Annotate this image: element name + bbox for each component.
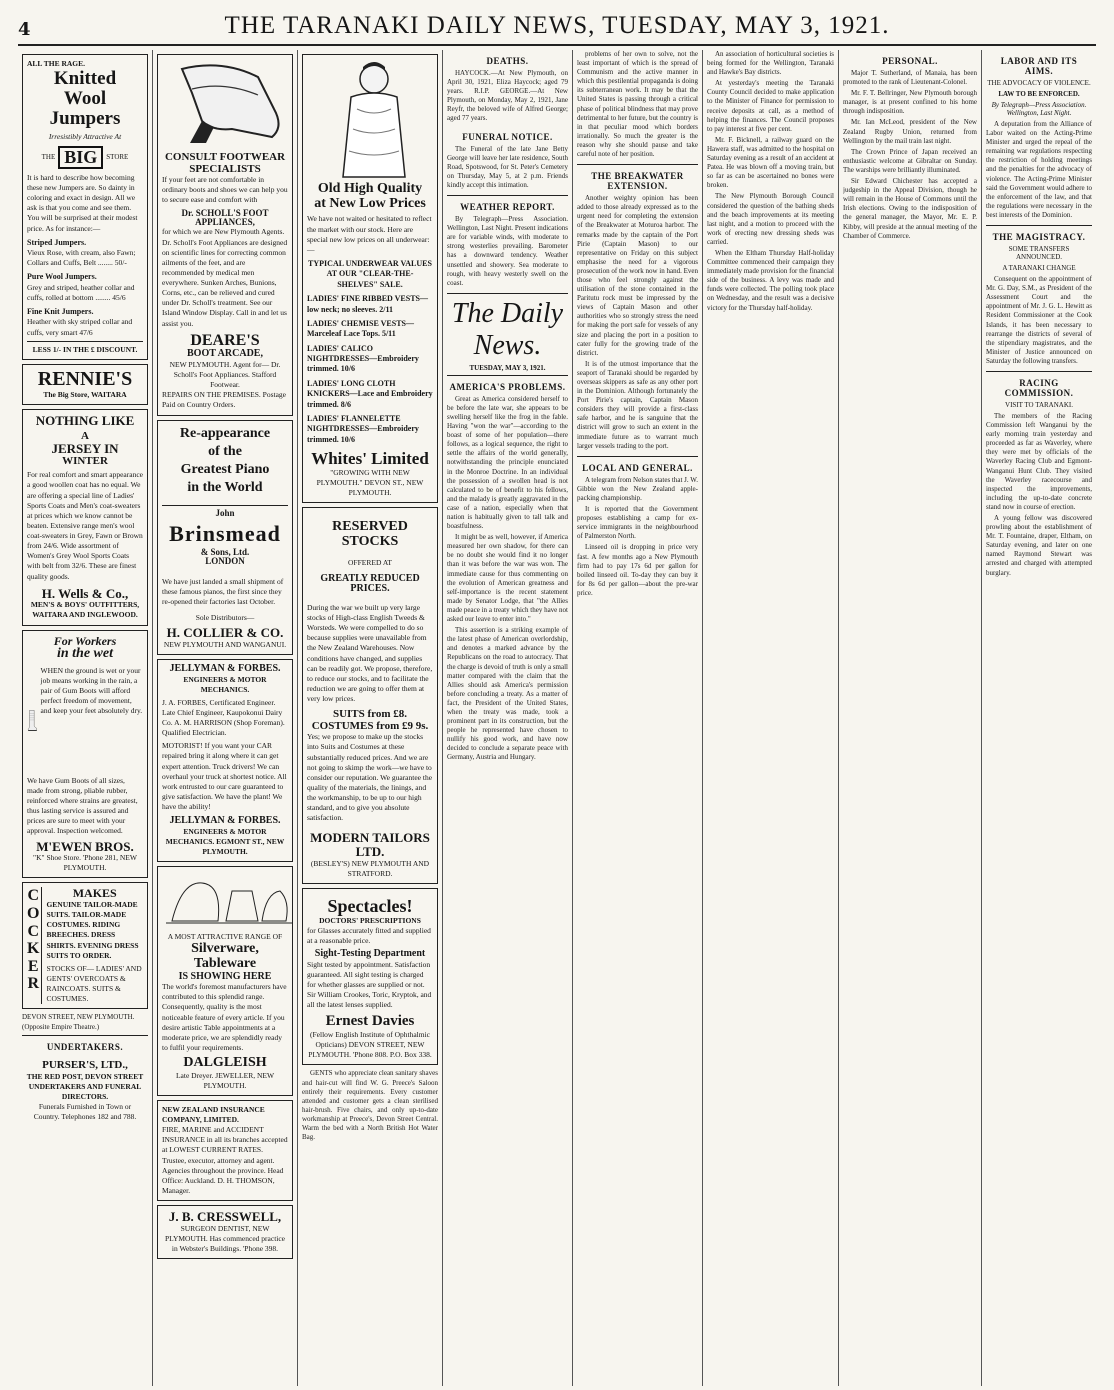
ad-rennies: RENNIE'S The Big Store, WAITARA bbox=[22, 364, 148, 405]
ad-underwear: Old High Quality at New Low Prices We have not waited or hesitated to reflect the market with our stock. Here are special new low prices on all underwear:— TYPICAL UNDERWEAR VALUES AT OUR "CLEAR-THE-SHELVES" SALE. LADIES' FINE RIBBED VESTS—low neck; no sleeves. 2/11 LADIES' CHEMISE VESTS—Marceleaf Lace Tops. 5/11 LADIES' CALICO NIGHTDRESSES—Embroidery trimmed. 10/6 LADIES' LONG CLOTH KNICKERS—Lace and Embroidery trimmed. 8/6 LADIES' FLANNELETTE NIGHTDRESSES—Embroidery trimmed. 10/6 Whites' Limited "GROWING WITH NEW PLYMOUTH." DEVON ST., NEW PLYMOUTH. bbox=[302, 54, 438, 503]
masthead-title: THE TARANAKI DAILY NEWS, TUESDAY, MAY 3, 1921. bbox=[224, 12, 890, 39]
ad-gents: GENTS who appreciate clean sanitary shaves and hair-cut will find W. G. Preece's Saloon entirely their requirements. Every customer attended and customer gets a clean sterilised hair-brush. Five chairs, and only up-to-date workmanship at Preece's, Devon Street Central. Warm the bed with a North British Hot Water Bag. bbox=[302, 1069, 438, 1142]
column-4: DEATHS. HAYCOCK.—At New Plymouth, on April 30, 1921, Eliza Haycock; aged 79 years. R.I.P. GEORGE.—At New Plymouth, on Monday, May 2, 1921, Jane Reyfr, the beloved wife of Alfred George; aged 77 years. FUNERAL NOTICE. The Funeral of the late Jane Betty George will leave her late residence, South Road, Spotswood, for St. Peter's Cemetery on Thursday, May 5, at 2 p.m. Friends kindly accept this intimation. WEATHER REPORT. By Telegraph—Press Association. Wellington, Last Night. Present indications are for variable winds, with moderate to strong westerlies prevailing. Barometer has a downward tendency. Weather unsettled and showery. Sea moderate to rough, with heavy westerly swell on the coast. The Daily News. TUESDAY, MAY 3, 1921. AMERICA'S PROBLEMS. Great as America considered herself to be before the late war, she appears to be swelling herself like the frog in the fable. Having "won the war"—according to the boast of some of her population—there follows, as a logical sequence, the right to settle the affairs of the world generally, notwithstanding the principle enunciated in the Monroe Doctrine. In an individual the possession of a swollen head is not calculated to be of benefit to his fellows, and the malady is greatly aggravated in the case of a nation, especially when that nation is habitually given to tall talk and boastfulness. It might be as well, however, if America measured her own shadow, for there can be no doubt she would find it no longer than it was before the war was won. The immediate cause for thus commenting on the evolution of American greatness and self-importance is the recent statement made by Senator Lodge, that "the Allies made peace in a treaty which they have not asked our leave to enter into." This assertion is a striking example of the latest phase of American overlordship, and denotes a marked advance by the Republicans on the road to autocracy. That the charge is devoid of truth is only a small matter compared with the claim that the Allies should ask America's permission before concluding a treaty. As a matter of fact, the President of the United States, when the treaty was made, took a prominent part in its construction, but the people he represented have chosen to nullify his good work, and have now decided to conclude a separate peace with Germany, Austria and Hungary. bbox=[443, 50, 573, 1386]
columns bbox=[18, 50, 1096, 1386]
column-6: An association of horticultural societies is being formed for the Wellington, Taranaki and Hawke's Bay districts. At yesterday's meeting the Taranaki County Council decided to make application to the Minister of Finance for permission to receive deposits at call, as a method of helping the finances. The Council proposes to pay interest at five per cent. Mr. F. Bicknell, a railway guard on the Hawera staff, was admitted to the hospital on Saturday evening as a result of an accident at Patea. He was blown off a moving train, but so far as can be ascertained no bones were broken. The New Plymouth Borough Council considered the question of the bathing sheds and the beach improvements at its meeting last night, and a motion to proceed with the work of erecting new dressing sheds was carried. When the Eltham Thursday Half-holiday Committee commenced their campaign they immediately made provision for the financial side of the business. A levy was made and funds were collected. The polling took place on Wednesday, and the result was a decisive victory for the Thursday half-holiday. bbox=[703, 50, 839, 1386]
shoe-illustration bbox=[162, 59, 292, 149]
silverware-illustration bbox=[162, 871, 293, 929]
ad-cresswell: J. B. CRESSWELL, SURGEON DENTIST, NEW PLYMOUTH. Has commenced practice in Webster's Buildings. 'Phone 398. bbox=[157, 1205, 293, 1259]
ad-nz-insurance: NEW ZEALAND INSURANCE COMPANY, LIMITED. FIRE, MARINE and ACCIDENT INSURANCE in all its branches accepted at LOWEST CURRENT RATES. Trustee, executor, attorney and agent. Agencies throughout the province. Head Office: Auckland. D. H. THOMSON, Manager. bbox=[157, 1100, 293, 1201]
ad-knitted-wool: ALL THE RAGE. Knitted Wool Jumpers Irresistibly Attractive At THE BIG STORE It is hard to describe how becoming these new Jumpers are. So dainty in coloring and exact in design. All we ask is that you come and see them. You will be surprised at their modest price. As for instance:— Striped Jumpers. Vieux Rose, with cream, also Fawn; Collars and Cuffs, Belt ........ 50/- Pure Wool Jumpers. Grey and striped, heather collar and cuffs, rolled at bottom ........ 45/6 Fine Knit Jumpers. Heather with sky striped collar and cuffs, very smart 47/6 LESS 1/- IN THE £ DISCOUNT. bbox=[22, 54, 148, 360]
column-3 bbox=[298, 50, 443, 1386]
cocker-vertical: C O C K E R bbox=[27, 887, 42, 1004]
column-2 bbox=[153, 50, 298, 1386]
gum-boot-illustration bbox=[27, 666, 38, 776]
ad-jersey: NOTHING LIKE A JERSEY IN WINTER For real comfort and smart appearance a good woollen coat has no equal. We are offering a special line of Ladies' Sports Coats and Men's coat-sweaters at prices which we know cannot be beaten. Extensive range men's wool coat-sweaters in Grey, Fawn or Brown from 24/6. Wide assortment of Women's Grey Wool Sports Coats with belt from 32/6. These are finest quality goods. H. Wells & Co., MEN'S & BOYS' OUTFITTERS, WAITARA AND INGLEWOOD. bbox=[22, 409, 148, 626]
ad-knitted-title: Knitted bbox=[53, 68, 117, 90]
ad-spectacles: Spectacles! DOCTORS' PRESCRIPTIONS for Glasses accurately fitted and supplied at a reasonable price. Sight-Testing Department Sight tested by appointment. Satisfaction guaranteed. All sight testing is charged for whether glasses are supplied or not. Sir William Crookes, Toric, Kryptok, and all the latest lenses supplied. Ernest Davies (Fellow English Institute of Ophthalmic Opticians) DEVON STREET, NEW PLYMOUTH. 'Phone 808. P.O. Box 338. bbox=[302, 888, 438, 1066]
column-1: ALL THE RAGE. Knitted Wool Jumpers Irresistibly Attractive At THE BIG STORE It is hard to describe how becoming these new Jumpers are. So dainty in coloring and exact in design. All we ask is that you come and see them. You will be surprised at their modest price. As for instance:— Striped Jumpers. Vieux Rose, with cream, also Fawn; Collars and Cuffs, Belt ........ 50/- Pure Wool Jumpers. Grey and striped, heather collar and cuffs, rolled at bottom ........ 45/6 Fine Knit Jumpers. Heather with sky striped collar and cuffs, very smart 47/6 LESS 1/- IN THE £ DISCOUNT. RENNIE'S The Big Store, WAITARA NOTHING LIKE A JERSEY IN WINTER For real comfort and smart appearance a good woollen coat has no equal. We are offering a special line of Ladies' Sports Coats and Men's coat-sweaters at prices which we know cannot be beaten. Extensive range men's wool coat-sweaters in Grey, Fawn or Brown from 24/6. Wide assortment of Women's Grey Wool Sports Coats with belt from 32/6. These are finest quality goods. H. Wells & Co., MEN'S & BOYS' OUTFITTERS, WAITARA AND INGLEWOOD. For Workers in the wet WHEN the ground is wet or your job means working in the rain, a pair of Gum Boots will afford perfect freedom of movement, and keep your feet absolutely dry. We have Gum Boots of all sizes, made from strong, pliable rubber, reinforced where strains are greatest, thus lasting service is assured and prices are sure to meet with your approval. Inspection welcomed. M'EWEN BROS. "K" Shoe Store. 'Phone 281, NEW PLYMOUTH. C O C K E R MAKES GENUINE TAILOR-MADE SUITS. TAILOR-MADE COSTUMES. RIDING BREECHES. DRESS SHIRTS. EVENING DRESS SUITS TO ORDER. STOCKS OF— LADIES' AND GENTS' OVERCOATS & RAINCOATS. SUITS & COSTUMES. DEVON STREET, NEW PLYMOUTH. (Opposite Empire Theatre.) UNDERTAKERS. PURSER'S, LTD., THE RED POST, DEVON STREET UNDERTAKERS AND FUNERAL DIRECTORS. Funerals Furnished in Town or Country. Telephones 182 and 788. bbox=[18, 50, 153, 1386]
ad-gum-boots: For Workers in the wet WHEN the ground is wet or your job means working in the rain, a pair of Gum Boots will afford perfect freedom of movement, and keep your feet absolutely dry. We have Gum Boots of all sizes, made from strong, pliable rubber, reinforced where strains are greatest, thus lasting service is assured and prices are sure to meet with your approval. Inspection welcomed. M'EWEN BROS. "K" Shoe Store. 'Phone 281, NEW PLYMOUTH. bbox=[22, 630, 148, 879]
column-8: LABOR AND ITS AIMS. THE ADVOCACY OF VIOLENCE. LAW TO BE ENFORCED. By Telegraph—Press Association. Wellington, Last Night. A deputation from the Alliance of Labor waited on the Acting-Prime Minister and urged the repeal of the remaining war regulations respecting the restriction of holding meetings and the penalties for the advocacy of violence. The Acting-Prime Minister said the Government would adhere to the enforcement of the law, and that the regulations were necessary in the best interests of the Dominion. THE MAGISTRACY. SOME TRANSFERS ANNOUNCED. A TARANAKI CHANGE Consequent on the appointment of Mr. G. Day, S.M., as President of the Assessment Court and the appointment of Mr. J. G. L. Hewitt as Resident Commissioner at the Cook Islands, it has been necessary to rearrange the districts of several of the stipendiary magistrates, and the Minister of Justice announced on Saturday the following transfers. RACING COMMISSION. VISIT TO TARANAKI. The members of the Racing Commission left Wanganui by the early morning train yesterday and proceeded as far as Waverley, where they were met by officials of the Waverley Racing Club and Egmont-Wanganui Hunt Club. They visited the Waverley racecourse and inspected the improvements, including the up-to-date concrete stand now in course of erection. A young fellow was discovered prowling about the establishment of Mr. T. Fountaine, draper, Eltham, on Saturday evening, and later on one named Raymond Stewart was arrested and charged with attempted burglary. bbox=[986, 56, 1092, 577]
ad-cocker: C O C K E R MAKES GENUINE TAILOR-MADE SUITS. TAILOR-MADE COSTUMES. RIDING BREECHES. DRESS SHIRTS. EVENING DRESS SUITS TO ORDER. STOCKS OF— LADIES' AND GENTS' OVERCOATS & RAINCOATS. SUITS & COSTUMES. bbox=[22, 882, 148, 1009]
big-store-logo: THE BIG STORE bbox=[41, 147, 129, 168]
ad-knitted-kicker: ALL THE RAGE. bbox=[27, 59, 86, 68]
labor-heading: LABOR AND ITS AIMS. bbox=[1000, 56, 1078, 76]
daily-news-nameplate: The Daily News. bbox=[451, 297, 564, 361]
ad-consult-footwear: CONSULT FOOTWEAR SPECIALISTS If your feet are not comfortable in ordinary boots and shoes we can help you to secure ease and comfort with Dr. SCHOLL'S FOOT APPLIANCES, for which we are New Plymouth Agents. Dr. Scholl's Foot Appliances are designed on scientific lines for correcting common ailments of the feet, and are recommended by medical men everywhere. Sunken Arches, Bunions, Corns, etc., can be relieved and cured under Dr. Scholl's treatment. See our Island Window Display. Call in and let us assist you. DEARE'S BOOT ARCADE, NEW PLYMOUTH. Agent for— Dr. Scholl's Foot Appliances. Stafford Footwear. REPAIRS ON THE PREMISES. Postage Paid on Country Orders. bbox=[157, 54, 293, 416]
ad-silverware: A MOST ATTRACTIVE RANGE OF Silverware, Tableware IS SHOWING HERE The world's foremost manufacturers have contributed to this splendid range. Consequently, quality is the most noticeable feature of every article. If you desire artistic Table appointments at a moderate price, we are splendidly ready to fulfil your requirements. DALGLEISH Late Dreyer. JEWELLER, NEW PLYMOUTH. bbox=[157, 866, 293, 1096]
ad-reserved-stocks: RESERVED STOCKS OFFERED AT GREATLY REDUCED PRICES. During the war we built up very large stocks of High-class English Tweeds & Worsteds. We were compelled to do so because supplies were unavailable from the New Zealand Warehouses. Now conditions have changed, and supplies can be readily got. We propose, therefore, to reduce our stocks, and to facilitate the reduction we are going to offer them at very low prices. SUITS from £8. COSTUMES from £9 9s. Yes; we propose to make up the stocks into Suits and Costumes at these substantially reduced prices. And we are not going to skimp the work—we have to consider our reputation. We guarantee the quality of the materials, the linings, and the workmanship, to be up to our high standard, and to give you absolute satisfaction. MODERN TAILORS LTD. (BESLEY'S) NEW PLYMOUTH AND STRATFORD. bbox=[302, 507, 438, 884]
ad-pursers: PURSER'S, LTD., THE RED POST, DEVON STREET UNDERTAKERS AND FUNERAL DIRECTORS. Funerals Furnished in Town or Country. Telephones 182 and 788. bbox=[26, 1059, 144, 1122]
woman-illustration bbox=[307, 59, 438, 179]
column-5: problems of her own to solve, not the least important of which is the spread of Communism and the active manner in which this pestilential propaganda is doing its subterranean work. It may be that the United States is passing through a critical phase of political blindness that may prove detrimental to her future, but the country is in that peculiar mood which borders irrationally. So much the greater is the reason why she should pause and take careful note of her position. THE BREAKWATER EXTENSION. Another weighty opinion has been added to those already expressed as to the urgent need for completing the extension of the Breakwater at Moturoa harbor. The remarks made by the captain of the Port Pirie (Captain Mason) to our representative on Friday on this subject emphasise the need for a vigorous prosecution of the work now in hand. Even those who feel strongly against the utilisation of the stone contained in the Paritutu rock must be impressed by the views of Captain Mason and other authorities who so strongly stress the need for making the port safe for vessels of any size and placing the port in a position to cater fully for the growing trade of the district. It is of the utmost importance that the seaport of Taranaki should be regarded by overseas skippers as safe as any other port in the Dominion. Although fortunately the Port Pirie's captain, Captain Mason considers they will provide a first-class safe harbor, and he is sanguine that the district will grow to such an extent in the immediate future as to warrant much larger vessels trading to the port. LOCAL AND GENERAL. A telegram from Nelson states that J. W. Gibbie won the New Zealand apple-packing championship. It is reported that the Government proposes establishing a camp for ex-service immigrants in the neighbourhood of Palmerston North. Linseed oil is dropping in price very fast. A few months ago a New Plymouth firm had to pay 17s 6d per gallon for boiled linseed oil. To-day they can buy it for 8s 6d per gallon—about the pre-war price. bbox=[573, 50, 703, 1386]
brinsmead-logo: Brinsmead bbox=[169, 520, 281, 546]
deaths-heading: DEATHS. bbox=[486, 56, 529, 66]
ad-re-appearance: Re-appearance of the Greatest Piano in the World John Brinsmead & Sons, Ltd. LONDON We have just landed a small shipment of these famous pianos, the first since they re-opened their factories last October. Sole Distributors— H. COLLIER & CO. NEW PLYMOUTH AND WANGANUI. bbox=[157, 420, 293, 655]
personal-heading: PERSONAL. bbox=[882, 56, 938, 66]
page-number: 4 bbox=[18, 19, 31, 40]
masthead bbox=[18, 0, 1096, 46]
column-7: PERSONAL. Major T. Sutherland, of Manaia, has been promoted to the rank of Lieutenant-Colonel. Mr. F. T. Bellringer, New Plymouth borough manager, is at present confined to his home through indisposition. Mr. Ian McLeod, president of the New Zealand Rugby Union, returned from Wellington by the mail train last night. The Crown Prince of Japan received an enthusiastic welcome at Gibraltar on Sunday. The warships were brilliantly illuminated. Sir Edward Chichester has accepted a judgeship in the Appeal Division, though he will remain in the House of Commons until the Irish elections. Owing to the indisposition of the general manager, the Mayor, Mr. E. P. Kibby, will preside at the annual meeting of the Chamber of Commerce. bbox=[839, 50, 982, 1386]
ad-jellyman-forbes: JELLYMAN & FORBES. ENGINEERS & MOTOR MECHANICS. J. A. FORBES, Certificated Engineer. Late Chief Engineer, Kaupokonui Dairy Co. A. M. HARRISON (Shop Foreman). Qualified Electrician. MOTORIST! If you want your CAR repaired bring it along where it can get expert attention. Truck drivers! We can overhaul your truck at shortest notice. All work entrusted to our care guaranteed to give satisfaction. We have the plant! We have the ability! JELLYMAN & FORBES. ENGINEERS & MOTOR MECHANICS. EGMONT ST., NEW PLYMOUTH. bbox=[157, 659, 293, 862]
